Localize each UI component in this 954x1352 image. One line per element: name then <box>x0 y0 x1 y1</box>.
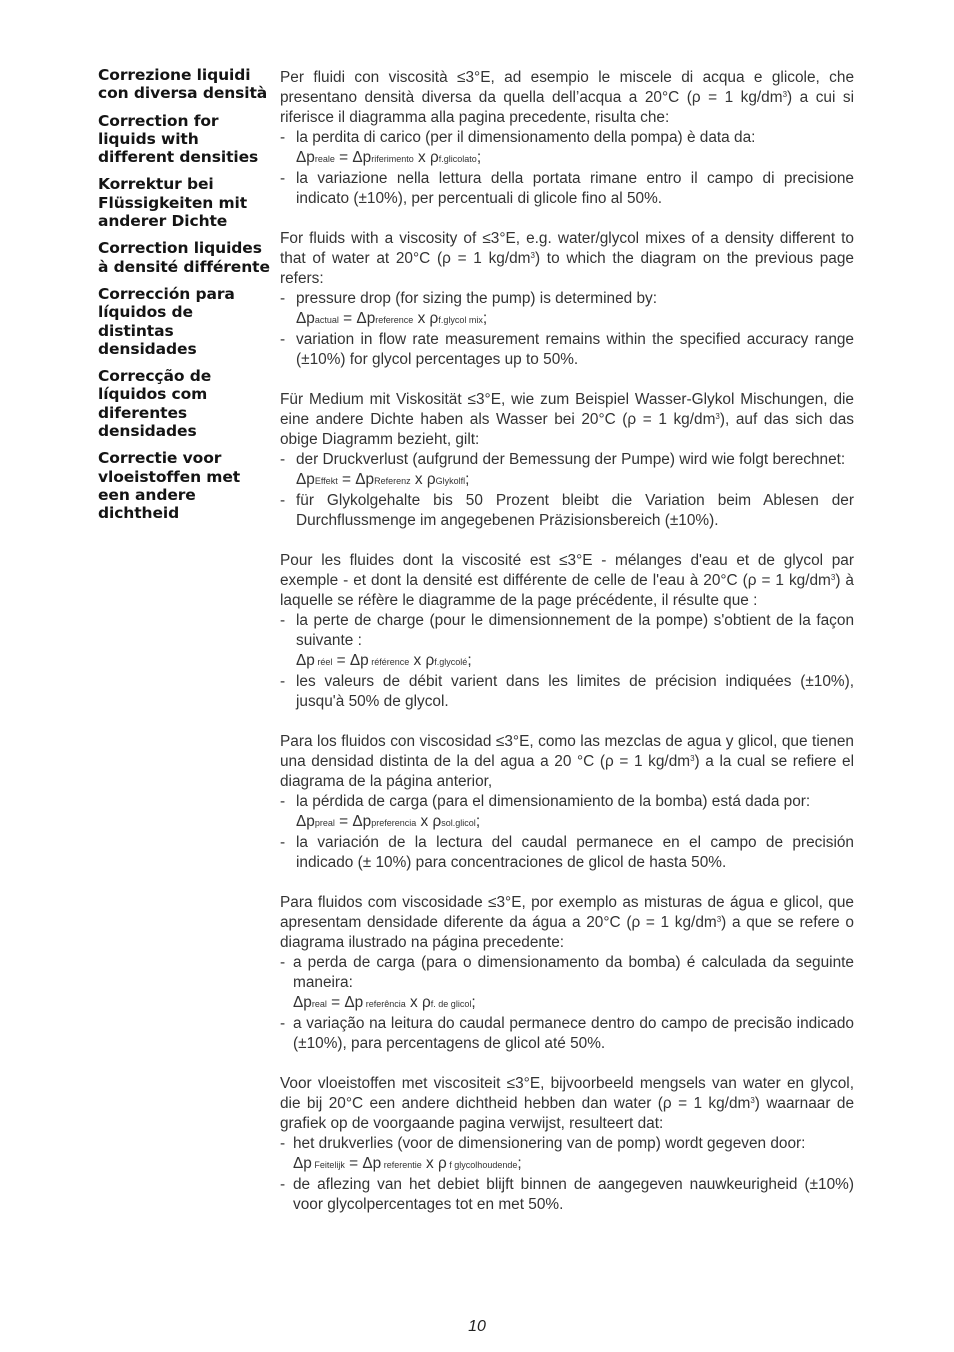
formula: Δpactual = Δpreference x ρf.glycol mix; <box>296 310 488 327</box>
formula: Δppreal = Δppreferencia x ρsol.glicol; <box>296 813 481 830</box>
bullet-item: - la perdita di carico (per il dimensionamento della pompa) è data da: <box>280 129 756 146</box>
section-en <box>280 229 854 370</box>
intro-paragraph: For fluids with a viscosity of ≤3°E, e.g. water/glycol mixes of a density different to that of water at 20°C (ρ = 1 $kg/dm^3$) to which the diagram on the previous page refers: <box>280 230 854 287</box>
heading-de: Korrektur bei Flüssigkeiten mit anderer Dichte <box>98 175 248 231</box>
section-fr <box>280 551 854 712</box>
bullet-item: - für Glykolgehalte bis 50 Prozent bleibt die Variation beim Ablesen der Durchflussmenge im angegebenen Präzisionsbereich (±10%). <box>280 492 854 529</box>
formula: Δp réel = Δp référence x ρf.glycolé; <box>296 652 472 669</box>
bullet-item: - pressure drop (for sizing the pump) is determined by: <box>280 290 657 307</box>
bullet-item: - la variación de la lectura del caudal permanece en el campo de precisión indicado (± 10%) para concentraciones de glicol de hasta 50%. <box>280 834 854 871</box>
heading-es: Corrección para líquidos de distintas densidades <box>98 284 235 358</box>
intro-paragraph: Per fluidi con viscosità ≤3°E, ad esempio le miscele di acqua e glicole, che presentano densità diversa da quella dell’acqua a 20°C (ρ = 1 $kg/dm^3$) a cui si riferisce il diagramma alla pagina precedente, risulta che: <box>280 69 854 126</box>
formula: ΔpEffekt = ΔpReferenz x ρGlykolfl; <box>296 471 470 488</box>
intro-paragraph: Voor vloeistoffen met viscositeit ≤3°E, bijvoorbeeld mengsels van water en glycol, die bij 20°C een andere dichtheid hebben dan water (ρ = 1 $kg/dm^3$) waarnaar de grafiek op de voorgaande pagina verwijst, resulteert dat: <box>280 1075 855 1132</box>
section-es <box>280 732 854 873</box>
bullet-item: - a perda de carga (para o dimensionamento da bomba) é calculada da seguinte maneira: <box>280 954 854 991</box>
bullet-item: - der Druckverlust (aufgrund der Bemessung der Pumpe) wird wie folgt berechnet: <box>280 451 846 468</box>
heading-en: Correction for liquids with different densities <box>98 111 259 167</box>
section-it <box>280 68 854 209</box>
main-content <box>280 68 854 1235</box>
bullet-item: - la pérdida de carga (para el dimensionamiento de la bomba) está dada por: <box>280 793 811 810</box>
bullet-item: - la variazione nella lettura della portata rimane entro il campo di precisione indicato (±10%), per percentuali di glicole fino al 50%. <box>280 170 854 207</box>
heading-nl: Correctie voor vloeistoffen met een andere dichtheid <box>98 449 241 523</box>
section-de <box>280 390 854 531</box>
bullet-item: - les valeurs de débit varient dans les limites de précision indiquées (±10%), jusqu'à 50% de glycol. <box>280 673 854 710</box>
bullet-item: - variation in flow rate measurement remains within the specified accuracy range (±10%) for glycol percentages up to 50%. <box>280 331 854 368</box>
formula: Δp Feitelijk = Δp referentie x ρ f glycolhoudende; <box>293 1155 522 1172</box>
section-nl <box>280 1074 854 1215</box>
intro-paragraph: Für Medium mit Viskosität ≤3°E, wie zum Beispiel Wasser-Glykol Mischungen, die eine andere Dichte haben als Wasser bei 20°C (ρ = 1 $kg/dm^3$), auf das sich das obige Diagramm bezieht, gilt: <box>280 391 854 448</box>
intro-paragraph: Para fluidos com viscosidade ≤3°E, por exemplo as misturas de água e glicol, que apresentam densidade diferente da água a 20°C (ρ = 1 $kg/dm^3$) a que se refere o diagrama ilustrado na página precedente: <box>280 894 854 951</box>
formula: Δpreale = Δpriferimento x ρf.glicolato; <box>296 149 482 166</box>
formula: Δpreal = Δp referência x ρf. de glicol; <box>293 994 476 1011</box>
bullet-item: - de aflezing van het debiet blijft binnen de aangegeven nauwkeurigheid (±10%) voor glycolpercentages tot en met 50%. <box>280 1176 854 1213</box>
heading-pt: Correcção de líquidos com diferentes densidades <box>98 367 212 441</box>
bullet-item: - la perte de charge (pour le dimensionnement de la pompe) s'obtient de la façon suivante : <box>280 612 854 649</box>
section-pt <box>280 893 854 1054</box>
page-number: 10 <box>468 1318 486 1335</box>
bullet-item: - het drukverlies (voor de dimensionering van de pomp) wordt gegeven door: <box>280 1135 806 1152</box>
intro-paragraph: Pour les fluides dont la viscosité est ≤3°E - mélanges d'eau et de glycol par exemple - et dont la densité est différente de celle de l'eau à 20°C (ρ = 1 $kg/dm^3$) à laquelle se réfère le diagramme de la page précédente, il résulte que : <box>280 552 854 609</box>
intro-paragraph: Para los fluidos con viscosidad ≤3°E, como las mezclas de agua y glicol, que tienen una densidad distinta de la del agua a 20 °C (ρ = 1 $kg/dm^3$) a la cual se refiere el diagrama de la página anterior, <box>280 733 854 790</box>
sidebar <box>98 66 270 532</box>
bullet-item: - a variação na leitura do caudal permanece dentro do campo de precisão indicado (±10%), para percentagens de glicol até 50%. <box>280 1015 854 1052</box>
heading-it: Correzione liquidi con diversa densità <box>98 66 268 103</box>
heading-fr: Correction liquides à densité différente <box>98 239 270 276</box>
